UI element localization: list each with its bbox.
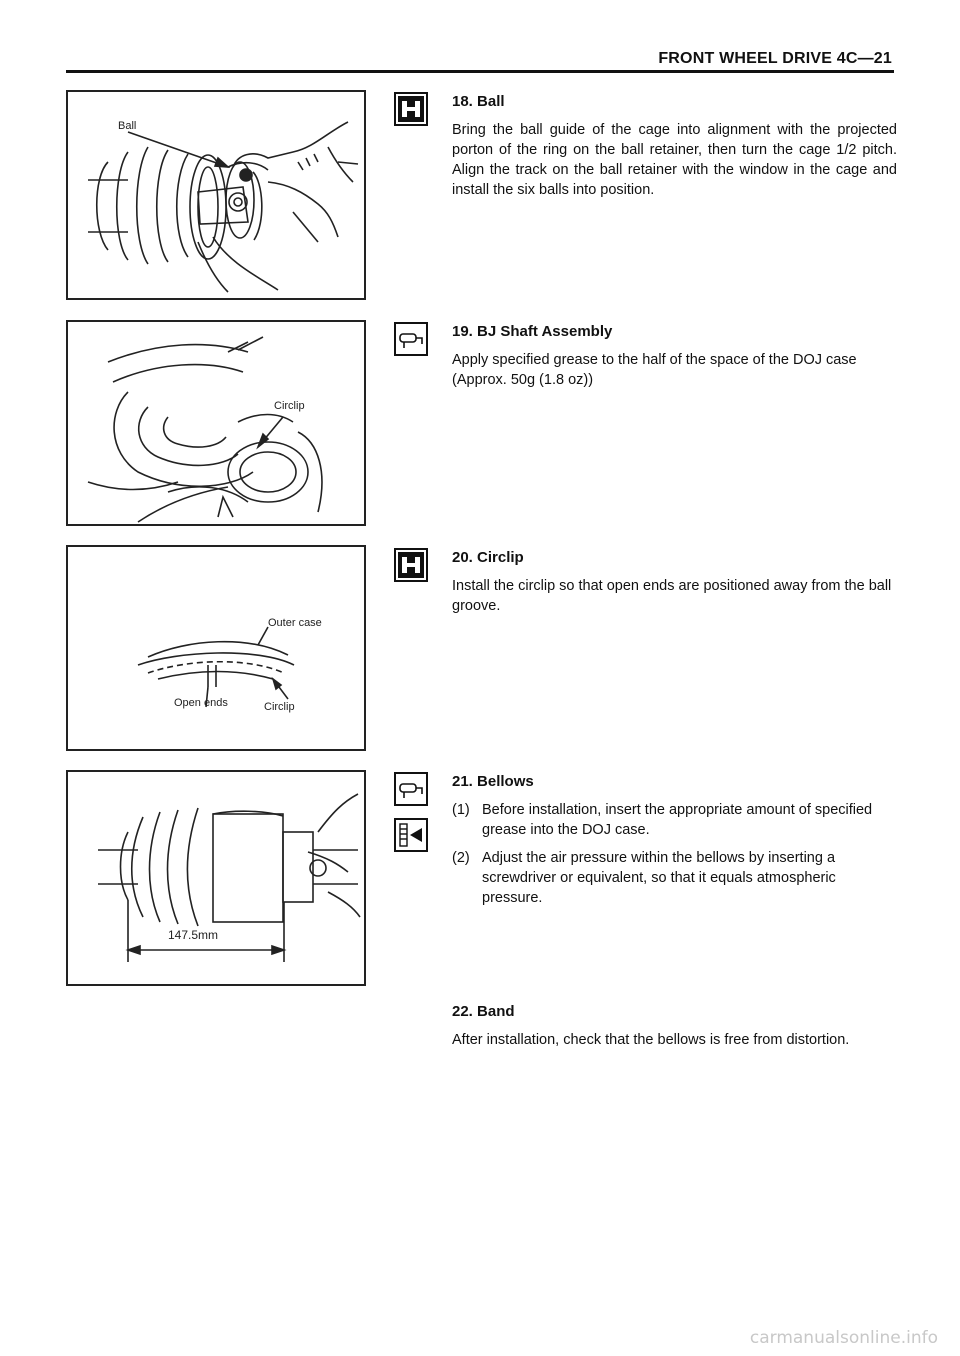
section-body-band: After installation, check that the bellows is free from distortion. — [452, 1032, 850, 1048]
list-item-number: (1) — [452, 802, 470, 818]
section-ball — [452, 92, 897, 200]
list-item-text: Before installation, insert the appropriate amount of specified grease into the DOJ case. — [482, 802, 873, 838]
grease-gun-icon-graphic — [396, 774, 426, 804]
measure-arrow-icon — [394, 818, 428, 852]
figure-bellows-length — [66, 770, 366, 986]
section-title-band: 22. Band — [452, 1003, 515, 1020]
list-item-text: Adjust the air pressure within the bellows by inserting a screwdriver or equivalent, so that it equals atmospheric pressure. — [482, 850, 836, 906]
tool-bracket-icon-graphic — [396, 94, 426, 124]
figure-ball-installation — [66, 90, 366, 300]
grease-gun-icon — [394, 772, 428, 806]
section-band — [452, 1002, 897, 1050]
section-circlip — [452, 548, 897, 616]
section-body-ball: Bring the ball guide of the cage into alignment with the projected porton of the ring on the ball retainer, then turn the cage 1/2 pitch. Align the track on the ball retainer with the window in the cage and install the six balls into position. — [452, 122, 897, 198]
label-ball: Ball — [118, 120, 137, 132]
section-body-circlip: Install the circlip so that open ends are positioned away from the ball groove. — [452, 578, 892, 614]
label-outer-case: Outer case — [268, 617, 322, 629]
section-bj-shaft-assembly — [452, 322, 897, 390]
list-item-number: (2) — [452, 850, 470, 866]
watermark: carmanualsonline.info — [749, 1328, 938, 1348]
bellows-length-illustration — [68, 772, 364, 984]
label-dimension: 147.5mm — [168, 928, 219, 942]
label-circlip: Circlip — [274, 400, 305, 412]
grease-gun-icon-graphic — [396, 324, 426, 354]
section-title-bj-shaft: 19. BJ Shaft Assembly — [452, 323, 613, 340]
section-body-bj-shaft: Apply specified grease to the half of the space of the DOJ case (Approx. 50g (1.8 oz)) — [452, 352, 857, 388]
figure-bj-shaft-assembly — [66, 320, 366, 526]
header-rule — [66, 70, 894, 73]
figure-circlip-orientation — [66, 545, 366, 751]
tool-bracket-icon — [394, 92, 428, 126]
ball-installation-illustration — [68, 92, 364, 298]
section-title-bellows: 21. Bellows — [452, 773, 534, 790]
section-title-circlip: 20. Circlip — [452, 549, 524, 566]
page-header-title: FRONT WHEEL DRIVE 4C—21 — [658, 50, 892, 67]
label-circlip: Circlip — [264, 701, 295, 713]
section-title-ball: 18. Ball — [452, 93, 505, 110]
label-open-ends: Open ends — [174, 697, 228, 709]
tool-bracket-icon — [394, 548, 428, 582]
list-item — [452, 848, 897, 908]
section-bellows — [452, 772, 897, 916]
circlip-orientation-diagram — [68, 547, 364, 749]
list-item — [452, 800, 897, 840]
grease-gun-icon — [394, 322, 428, 356]
tool-bracket-icon-graphic — [396, 550, 426, 580]
measure-arrow-icon-graphic — [396, 820, 426, 850]
bj-shaft-illustration — [68, 322, 364, 524]
